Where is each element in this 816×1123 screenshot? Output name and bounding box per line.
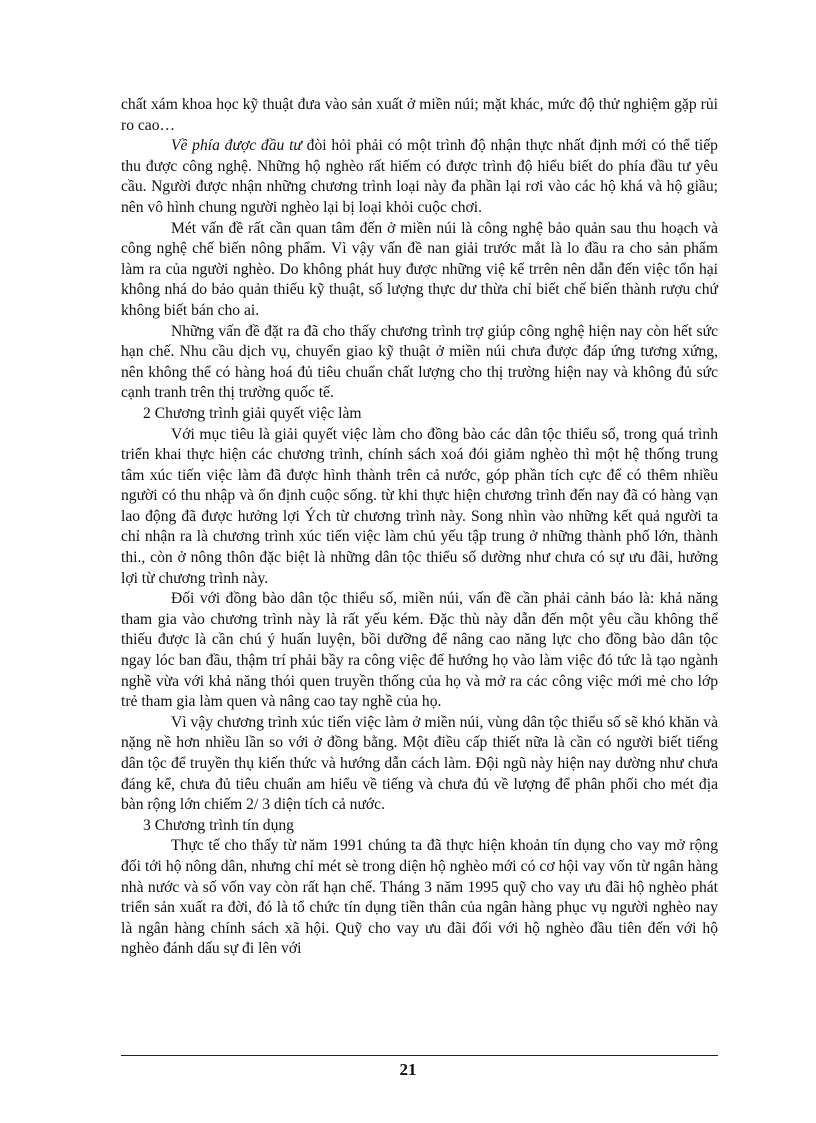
section-heading-2: 2 Chương trình giải quyết việc làm — [143, 404, 362, 422]
paragraph-4: Những vấn đề đặt ra đã cho thấy chương trình trợ giúp công nghệ hiện nay còn hết sức hạn chế. Nhu cầu dịch vụ, chuyển giao kỹ thuật ở miền núi chưa được đáp ứng tương xứng, nên không thể có hàng hoá đủ tiêu chuẩn chất lượng cho thị trường hiện nay và không đủ sức cạnh tranh trên thị trường quốc tế. — [121, 322, 718, 402]
page-number: 21 — [399, 1060, 417, 1079]
paragraph-2-body: đòi hỏi phải có một trình độ nhận thực nhất định mới có thể tiếp thu được công nghệ. Những hộ nghèo rất hiếm có được trình độ hiểu biết do phía đầu tư yêu cầu. Người được nhận những chương trình loại này đa phần lại rơi vào các hộ khá và hộ giầu; nên vô hình chung người nghèo lại bị loại khỏi cuộc chơi. — [121, 137, 718, 216]
footer-divider — [121, 1055, 718, 1056]
paragraph-2 — [121, 136, 718, 218]
paragraph-2-lead: Về phía được đầu tư — [171, 137, 302, 155]
paragraph-8: Thực tế cho thấy từ năm 1991 chúng ta đã thực hiện khoản tín dụng cho vay mở rộng đối tới hộ nông dân, nhưng chỉ mét sè trong diện hộ nghèo mới có cơ hội vay vốn từ ngân hàng nhà nước và số vốn vay còn rất hạn chế. Tháng 3 năm 1995 quỹ cho vay ưu đãi hộ nghèo phát triển sản xuất ra đời, đó là tổ chức tín dụng tiền thân của ngân hàng phục vụ người nghèo nay là ngân hàng chính sách xã hội. Quỹ cho vay ưu đãi đối với hộ nghèo đầu tiên đến với hộ nghèo đánh dấu sự đi lên với — [121, 837, 718, 958]
paragraph-7: Vì vậy chương trình xúc tiến việc làm ở miền núi, vùng dân tộc thiểu số sẽ khó khăn và nặng nề hơn nhiều lần so với ở đồng bằng. Một điều cấp thiết nữa là cần có người biết tiếng dân tộc để truyền thụ kiến thức và hướng dẫn cách làm. Đội ngũ này hiện nay dường như chưa đáng kể, chưa đủ tiêu chuẩn am hiểu về tiếng và chưa đủ về lượng để phân phối cho mét địa bàn rộng lớn chiếm 2/ 3 diện tích cả nước. — [121, 713, 718, 814]
paragraph-1: chất xám khoa học kỹ thuật đưa vào sản xuất ở miền núi; mặt khác, mức độ thử nghiệm gặp rủi ro cao… — [121, 96, 718, 134]
section-heading-3: 3 Chương trình tín dụng — [143, 816, 294, 834]
document-body — [121, 95, 718, 960]
paragraph-6: Đối với đồng bào dân tộc thiểu số, miền núi, vấn đề cần phải cảnh báo là: khả năng tham gia vào chương trình này là rất yếu kém. Đặc thù này dẫn đến một yêu cầu không thể thiếu được là cần chú ý huấn luyện, bồi dưỡng để nâng cao năng lực cho đồng bào dân tộc ngay lóc ban đầu, thậm trí phải bầy ra công việc để hướng họ vào làm việc đó tức là tạo ngành nghề vừa với khả năng thói quen truyền thống của họ và mở ra các công việc mới mẻ cho lớp trẻ tham gia làm quen và nâng cao tay nghề của họ. — [121, 590, 718, 711]
paragraph-3: Mét vấn đề rất cần quan tâm đến ở miền núi là công nghệ bảo quản sau thu hoạch và công nghệ chế biến nông phẩm. Vì vậy vấn đề nan giải trước mắt là lo đầu ra cho sản phẩm làm ra của người nghèo. Do không phát huy được những việ kể trrên nên dẫn đến việc tổn hại không nhá do bảo quản thiếu kỹ thuật, số lượng thực dư thừa chỉ biết chế biến thành rượu chứ không biết bán cho ai. — [121, 219, 718, 319]
paragraph-5: Với mục tiêu là giải quyết việc làm cho đồng bào các dân tộc thiểu số, trong quá trình triển khai thực hiện các chương trình, chính sách xoá đói giảm nghèo thì một hệ thống trung tâm xúc tiến việc làm đã được hình thành trên cả nước, góp phần tích cực để có thêm nhiều người có thu nhập và ổn định cuộc sống. từ khi thực hiện chương trình đến nay đã có hàng vạn lao động đã được hưởng lợi Ých từ chương trình này. Song nhìn vào những kết quả người ta chỉ nhận ra là chương trình xúc tiến việc làm chủ yếu tập trung ở những thành phố lớn, thành thi., còn ở nông thôn đặc biệt là những dân tộc thiểu số dường như chưa có sự ưu đãi, hưởng lợi từ chương trình này. — [121, 425, 718, 587]
